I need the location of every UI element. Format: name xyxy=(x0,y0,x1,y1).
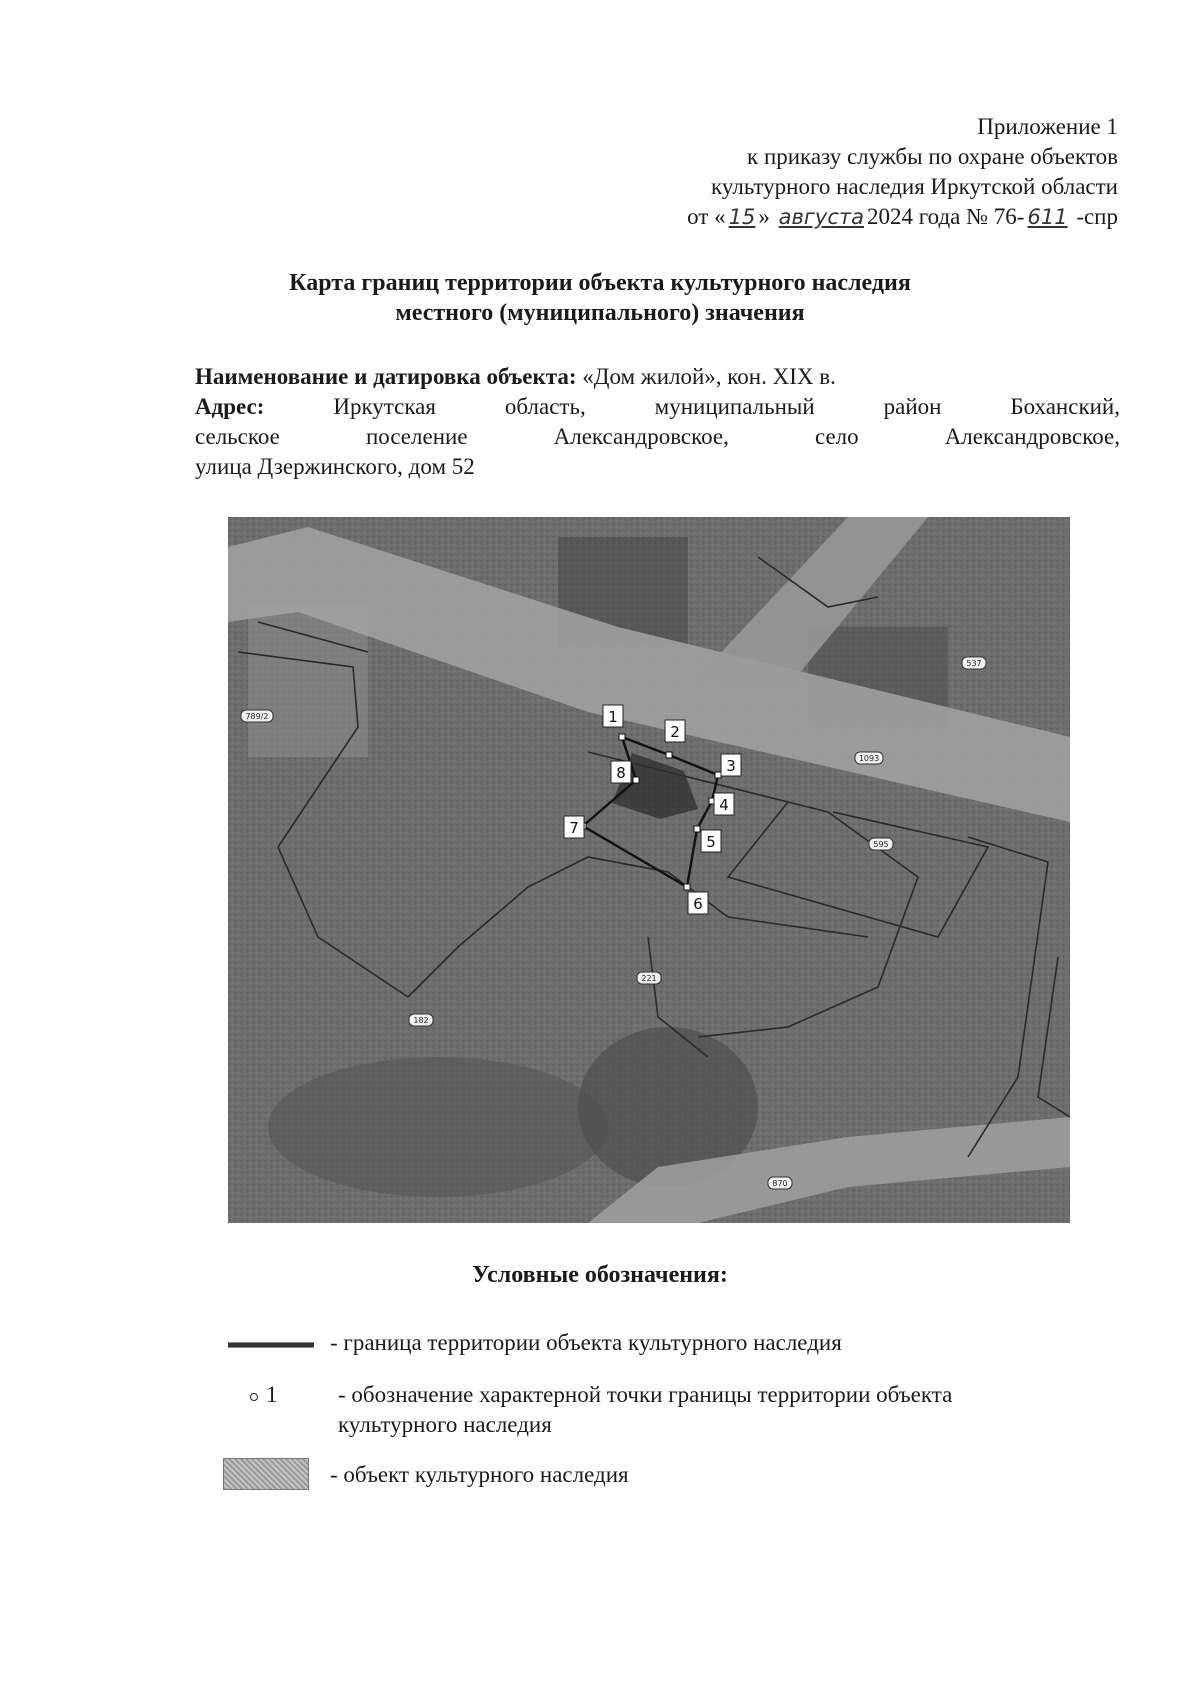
map-image xyxy=(228,517,1070,1223)
parcel-label-537: 537 xyxy=(966,659,982,668)
legend-point-symbol: 1 xyxy=(250,1380,278,1410)
point-marker-icon xyxy=(250,1393,258,1401)
legend-boundary-text: - граница территории объекта культурного наследия xyxy=(330,1330,842,1355)
parcel-label-221: 221 xyxy=(641,974,657,983)
point-label-4: 4 xyxy=(719,796,729,814)
address-line3: улица Дзержинского, дом 52 xyxy=(195,454,475,479)
boundary-point-2 xyxy=(666,752,672,758)
point-label-5: 5 xyxy=(706,833,716,851)
parcel-label-1093: 1093 xyxy=(858,754,880,763)
boundary-point-8 xyxy=(633,777,639,783)
date-month: августа xyxy=(778,205,864,229)
parcel-label-595: 595 xyxy=(873,840,889,849)
legend-point-text: - обозначение характерной точки границы территории объекта культурного наследия xyxy=(338,1382,953,1437)
boundary-point-5 xyxy=(694,826,700,832)
point-label-7: 7 xyxy=(569,819,579,837)
object-name xyxy=(195,362,1120,392)
order-number: 611 xyxy=(1027,205,1068,229)
point-label-1: 1 xyxy=(608,708,618,726)
legend-object-symbol xyxy=(223,1458,309,1490)
address-line1: Адрес: Иркутская область, муниципальный район Боханский, xyxy=(195,394,1120,419)
address-label: Адрес: xyxy=(195,394,265,419)
boundary-point-1 xyxy=(619,734,625,740)
address-line2: сельское поселение Александровское, село Александровское, xyxy=(195,424,1120,449)
legend-boundary-symbol xyxy=(228,1342,314,1348)
parcel-label-870: 870 xyxy=(772,1179,788,1188)
point-label-3: 3 xyxy=(726,757,736,775)
legend-object-text: - объект культурного наследия xyxy=(330,1462,629,1487)
parcel-label-789-2: 789/2 xyxy=(245,712,269,721)
boundary-point-3 xyxy=(715,772,721,778)
parcel-label-182: 182 xyxy=(413,1016,429,1025)
boundary-map xyxy=(228,517,1070,1223)
terrain-patch xyxy=(268,1057,608,1197)
legend-title: Условные обозначения: xyxy=(472,1262,728,1288)
point-label-8: 8 xyxy=(616,764,626,782)
appendix-header xyxy=(687,112,1118,232)
object-name-label: Наименование и датировка объекта: xyxy=(195,364,577,389)
point-label-6: 6 xyxy=(693,895,703,913)
appendix-authority: культурного наследия Иркутской области xyxy=(711,174,1118,199)
appendix-date-line: от « 15 » августа 2024 года № 76- 611 -спр xyxy=(687,204,1118,229)
appendix-order-ref: к приказу службы по охране объектов xyxy=(747,144,1118,169)
document-title: Карта границ территории объекта культурного наследия местного (муниципального) значения xyxy=(289,270,911,326)
object-name-value: «Дом жилой», кон. XIX в. xyxy=(582,364,836,389)
point-label-2: 2 xyxy=(670,723,680,741)
date-day: 15 xyxy=(728,205,756,229)
appendix-title: Приложение 1 xyxy=(977,114,1118,139)
boundary-point-6 xyxy=(684,884,690,890)
